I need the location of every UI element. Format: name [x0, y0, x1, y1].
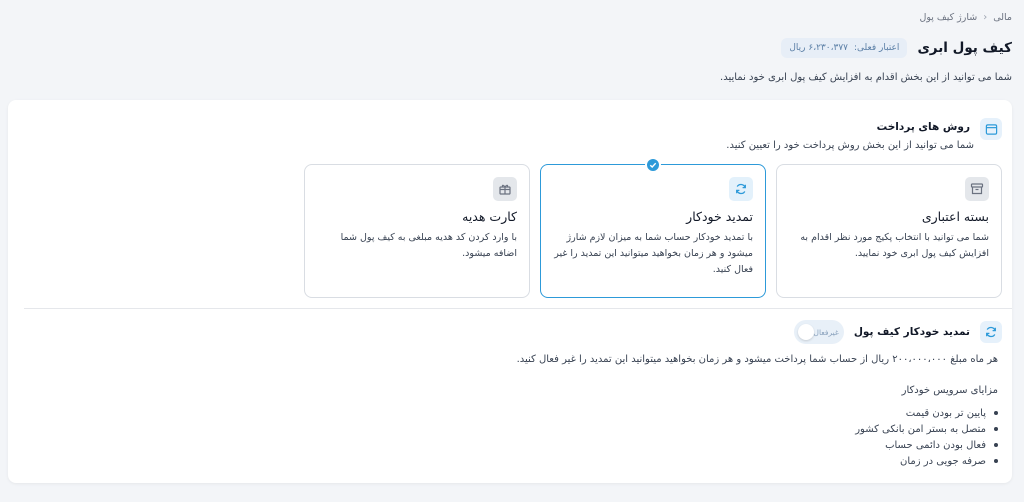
breadcrumb-item-wallet-charge[interactable]: شارژ کیف پول [919, 12, 978, 23]
option-description: با تمدید خودکار حساب شما به میزان لازم شارژ میشود و هر زمان بخواهید میتوانید این تمدید را غیر فعال کنید. [554, 232, 753, 275]
gift-icon [493, 177, 517, 201]
toggle-knob [798, 324, 814, 340]
option-gift-card[interactable] [304, 164, 530, 298]
credit-badge [781, 38, 907, 58]
breadcrumb-item-finance[interactable]: مالی [993, 12, 1012, 23]
option-auto-renew[interactable] [540, 164, 766, 298]
main-card [8, 100, 1012, 483]
refresh-icon [980, 321, 1002, 343]
benefit-item: پایین تر بودن قیمت [855, 405, 998, 421]
benefit-item: متصل به بستر امن بانکی کشور [855, 421, 998, 437]
benefit-item: فعال بودن دائمی حساب [855, 437, 998, 453]
title-row [781, 38, 1012, 58]
payment-methods-subtitle: شما می توانید از این بخش روش پرداخت خود را تعیین کنید. [726, 140, 974, 151]
option-title: کارت هدیه [462, 209, 517, 224]
option-description: با وارد کردن کد هدیه مبلغی به کیف پول شما اضافه میشود. [340, 232, 517, 259]
payment-methods-title: روش های پرداخت [876, 121, 970, 133]
archive-box-icon [965, 177, 989, 201]
option-title: بسته اعتباری [921, 209, 989, 224]
page-description: شما می توانید از این بخش اقدام به افزایش کیف پول ابری خود نمایید. [720, 72, 1012, 83]
benefits-title: مزایای سرویس خودکار [901, 385, 998, 396]
option-title: تمدید خودکار [686, 209, 753, 224]
page-title: کیف پول ابری [917, 40, 1012, 56]
benefit-item: صرفه جویی در زمان [855, 453, 998, 469]
auto-renew-header [794, 320, 1002, 344]
toggle-label: غیرفعال [813, 327, 839, 337]
option-credit-package[interactable] [776, 164, 1002, 298]
breadcrumb [919, 12, 1012, 23]
auto-renew-description: هر ماه مبلغ ۲۰۰،۰۰۰،۰۰۰ ریال از حساب شما پرداخت میشود و هر زمان بخواهید میتوانید این تمدید را غیر فعال کنید. [516, 354, 998, 365]
auto-renew-title: تمدید خودکار کیف پول [853, 326, 970, 338]
payment-methods-header [877, 118, 1002, 140]
check-icon [645, 157, 661, 173]
benefits-list [855, 405, 998, 469]
credit-value: ۶،۲۳۰،۳۷۷ ریال [789, 43, 849, 53]
card-icon [980, 118, 1002, 140]
option-description: شما می توانید با انتخاب پکیج مورد نظر اقدام به افزایش کیف پول ابری خود نمایید. [800, 232, 989, 259]
divider [24, 308, 1012, 309]
chevron-left-icon: ‹ [983, 12, 988, 23]
refresh-icon [729, 177, 753, 201]
credit-label: اعتبار فعلی: [854, 43, 900, 53]
auto-renew-toggle[interactable] [794, 320, 844, 344]
